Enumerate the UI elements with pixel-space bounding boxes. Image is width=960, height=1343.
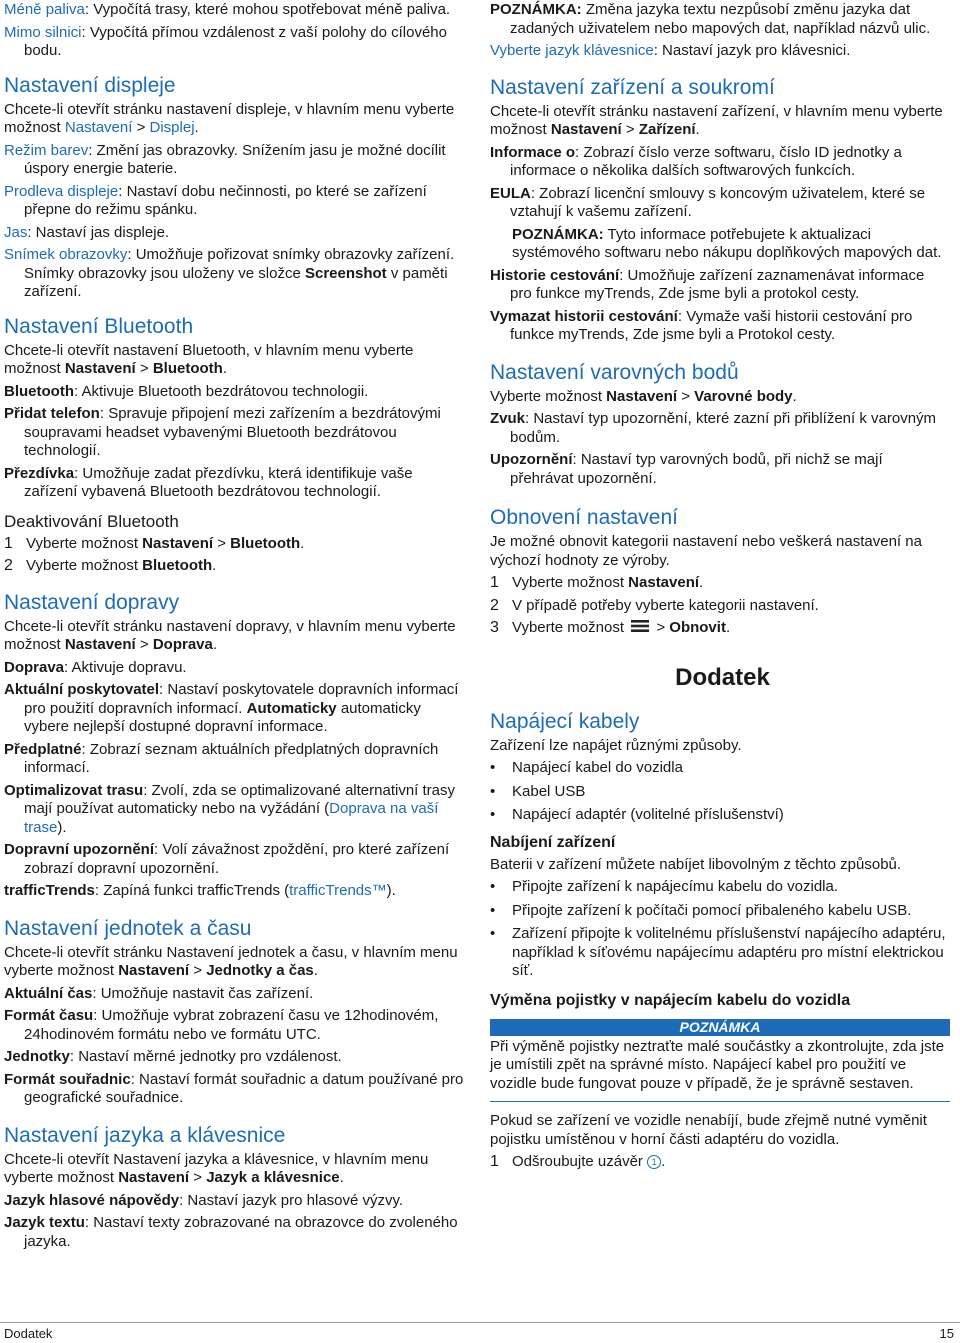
setting-nickname: Přezdívka: Umožňuje zadat přezdívku, která identifikuje vaše zařízení vybavená Bluetooth bezdrátovou technologií. (4, 464, 413, 500)
restore-step-1: 1 Vyberte možnost Nastavení. (490, 574, 704, 591)
units-settings-heading: Nastavení jednotek a času (4, 916, 252, 940)
list-item: • Kabel USB (490, 782, 586, 800)
note-bar: POZNÁMKA (490, 1019, 950, 1036)
list-item: • Napájecí adaptér (volitelné příslušenství) (490, 806, 784, 823)
alerts-intro: Vyberte možnost Nastavení > Varovné body. (490, 387, 797, 405)
setting-display-timeout: Prodleva displeje: Nastaví dobu nečinnosti, po které se zařízení přepne do režimu spánku. (4, 182, 427, 218)
traffic-settings-heading: Nastavení dopravy (4, 590, 180, 614)
callout-marker: 1 (647, 1155, 661, 1169)
language-settings-heading: Nastavení jazyka a klávesnice (4, 1123, 286, 1147)
list-item: • Zařízení připojte k volitelnému příslušenství napájecího adaptéru, například k síťovému napájecímu adaptéru pro místní elektrickou síť. (490, 925, 946, 979)
left-column (4, 0, 466, 1255)
power-cables-heading: Napájecí kabely (490, 709, 640, 733)
setting-bluetooth: Bluetooth: Aktivuje Bluetooth bezdrátovou technologii. (4, 382, 369, 400)
menu-icon (630, 619, 650, 633)
charging-intro: Baterii v zařízení můžete nabíjet libovolným z těchto způsobů. (490, 855, 902, 873)
setting-optimize-route: Optimalizovat trasu: Zvolí, zda se optimalizované alternativní trasy mají používat automaticky nebo na vyžádání (Doprava na vaší trase). (4, 781, 456, 836)
bluetooth-settings-heading: Nastavení Bluetooth (4, 314, 194, 338)
list-item: • Připojte zařízení k počítači pomocí přibaleného kabelu USB. (490, 901, 912, 919)
appendix-title: Dodatek (675, 663, 770, 691)
setting-eula: EULA: Zobrazí licenční smlouvy s koncovým uživatelem, které se vztahují k vašemu zařízení. (490, 184, 926, 220)
units-intro: Chcete-li otevřít stránku Nastavení jednotek a času, v hlavním menu vyberte možnost Nastavení > Jednotky a čas. (4, 943, 458, 979)
setting-off-road: Mimo silnici: Vypočítá přímou vzdálenost z vaší polohy do cílového bodu. (4, 23, 447, 59)
setting-about: Informace o: Zobrazí číslo verze softwaru, číslo ID jednotky a informace o několika dalších softwarových funkcích. (490, 143, 902, 179)
setting-traffic-alerts: Dopravní upozornění: Volí závažnost zpoždění, pro které zařízení zobrazí dopravní upozornění. (4, 841, 450, 877)
charging-heading: Nabíjení zařízení (490, 833, 616, 851)
setting-current-time: Aktuální čas: Umožňuje nastavit čas zařízení. (4, 984, 314, 1002)
page-footer (0, 1322, 960, 1342)
language-intro: Chcete-li otevřít Nastavení jazyka a klávesnice, v hlavním menu vyberte možnost Nastavení > Jazyk a klávesnice. (4, 1150, 429, 1186)
restore-intro: Je možné obnovit kategorii nastavení nebo veškerá nastavení na výchozí hodnoty ze výroby. (490, 533, 922, 569)
traffictrends-link[interactable]: trafficTrends™ (289, 882, 387, 899)
display-intro: Chcete-li otevřít stránku nastavení displeje, v hlavním menu vyberte možnost Nastavení > Displej. (4, 100, 455, 136)
fuse-heading: Výměna pojistky v napájecím kabelu do vozidla (490, 991, 851, 1009)
setting-subscriptions: Předplatné: Zobrazí seznam aktuálních předplatných dopravních informací. (4, 740, 439, 776)
setting-brightness: Jas: Nastaví jas displeje. (4, 223, 170, 241)
setting-add-phone: Přidat telefon: Spravuje připojení mezi zařízením a bezdrátovými soupravami headset vybavenými Bluetooth bezdrátovou technologií. (4, 405, 441, 459)
restore-step-2: 2 V případě potřeby vyberte kategorii nastavení. (490, 596, 819, 614)
setting-color-mode: Režim barev: Změní jas obrazovky. Snížením jasu je možné docílit úspory energie baterie. (4, 141, 446, 177)
setting-units: Jednotky: Nastaví měrné jednotky pro vzdálenost. (4, 1048, 342, 1065)
language-note: POZNÁMKA: Změna jazyka textu nezpůsobí změnu jazyka dat zadaných uživatelem nebo mapových dat, například názvů ulic. (490, 1, 931, 37)
setting-sound: Zvuk: Nastaví typ upozornění, které zazní při přiblížení k varovným bodům. (490, 410, 937, 446)
fuse-intro: Pokud se zařízení ve vozidle nenabíjí, bude zřejmě nutné vyměnit pojistku umístěnou v horní části adaptéru do vozidla. (490, 1112, 927, 1148)
list-item: • Připojte zařízení k napájecímu kabelu do vozidla. (490, 878, 839, 895)
step-1: 1 Vyberte možnost Nastavení > Bluetooth. (4, 534, 305, 552)
bluetooth-intro: Chcete-li otevřít nastavení Bluetooth, v hlavním menu vyberte možnost Nastavení > Bluetooth. (4, 341, 414, 377)
setting-coord-format: Formát souřadnic: Nastaví formát souřadnic a datum používané pro geografické souřadnice. (4, 1070, 464, 1106)
restore-step-3: 3 Vyberte možnost > Obnovit. (490, 619, 731, 636)
step-2: 2 Vyberte možnost Bluetooth. (4, 557, 217, 574)
setting-traffic: Doprava: Aktivuje dopravu. (4, 658, 187, 676)
setting-traffictrends: trafficTrends: Zapíná funkci trafficTrends (trafficTrends™). (4, 882, 396, 899)
setting-alerts: Upozornění: Nastaví typ varovných bodů, při nichž se mají přehrávat upozornění. (490, 451, 883, 487)
footer-section: Dodatek (4, 1326, 53, 1341)
setting-clear-history: Vymazat historii cestování: Vymaže vaši historii cestování pro funkce myTrends, Zde jsme byli a Protokol cesty. (490, 307, 913, 343)
list-item: • Napájecí kabel do vozidla (490, 759, 683, 776)
device-settings-heading: Nastavení zařízení a soukromí (490, 75, 775, 99)
alerts-settings-heading: Nastavení varovných bodů (490, 360, 739, 384)
traffic-on-route-link[interactable]: Doprava na vaší trase (24, 800, 439, 836)
fuse-step-1: 1 Odšroubujte uzávěr 1 . (490, 1153, 666, 1170)
display-settings-heading: Nastavení displeje (4, 73, 176, 97)
setting-time-format: Formát času: Umožňuje vybrat zobrazení času ve 12hodinovém, 24hodinovém formátu nebo ve formátu UTC. (4, 1007, 439, 1043)
setting-current-provider: Aktuální poskytovatel: Nastaví poskytovatele dopravních informací pro použití dopravních informací. Automaticky automaticky vybere nejlepší dostupné dopravní informace. (4, 681, 459, 735)
device-intro: Chcete-li otevřít stránku nastavení zařízení, v hlavním menu vyberte možnost Nastavení > Zařízení. (490, 102, 943, 138)
power-intro: Zařízení lze napájet různými způsoby. (490, 736, 742, 754)
power-list (490, 759, 950, 825)
deactivate-bluetooth-heading: Deaktivování Bluetooth (4, 511, 179, 531)
right-column (490, 0, 950, 1176)
setting-screenshot: Snímek obrazovky: Umožňuje pořizovat snímky obrazovky zařízení. Snímky obrazovky jsou uloženy ve složce Screenshot v paměti zařízení. (4, 246, 455, 300)
setting-voice-language: Jazyk hlasové nápovědy: Nastaví jazyk pro hlasové výzvy. (4, 1191, 404, 1209)
fuse-note: Při výměně pojistky neztraťte malé součástky a zkontrolujte, zda jste je umístili zpět na správné místo. Napájecí kabel pro použití ve vozidle bude fungovat pouze v případě, že je správně sestaven. (490, 1038, 950, 1103)
setting-travel-history: Historie cestování: Umožňuje zařízení zaznamenávat informace pro funkce myTrends, Zde jsme byli a protokol cesty. (490, 266, 925, 302)
setting-text-language: Jazyk textu: Nastaví texty zobrazované na obrazovce do zvoleného jazyka. (4, 1214, 458, 1250)
device-note: POZNÁMKA: Tyto informace potřebujete k aktualizaci systémového softwaru nebo nákupu doplňkových mapových dat. (512, 225, 942, 261)
setting-keyboard-language: Vyberte jazyk klávesnice: Nastaví jazyk pro klávesnici. (490, 42, 851, 59)
traffic-intro: Chcete-li otevřít stránku nastavení dopravy, v hlavním menu vyberte možnost Nastavení > Doprava. (4, 617, 456, 653)
setting-less-fuel: Méně paliva: Vypočítá trasy, které mohou spotřebovat méně paliva. (4, 1, 451, 18)
page-number: 15 (939, 1326, 954, 1341)
charging-list (490, 878, 950, 981)
restore-settings-heading: Obnovení nastavení (490, 506, 678, 529)
